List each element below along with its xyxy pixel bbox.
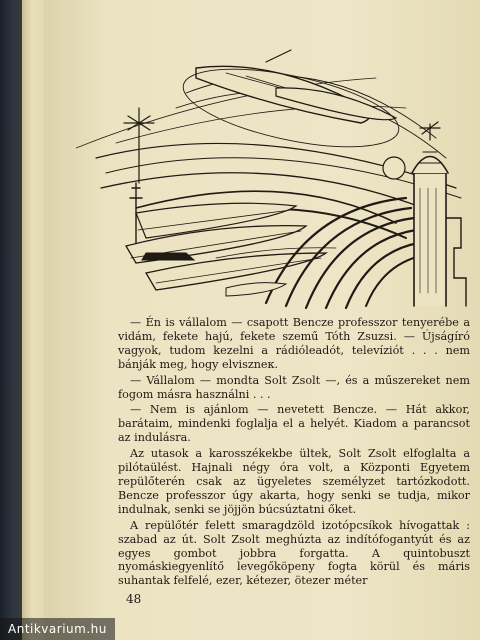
book-text [118,316,470,590]
book-spine [0,0,22,640]
watermark: Antikvarium.hu [0,618,115,640]
illustration-aircraft-airport [76,48,468,310]
paragraph-2: — Vállalom — mondta Solt Zsolt —, és a műszereket nem fogom másra használni . . . [118,373,470,401]
paragraph-3: — Nem is ajánlom — nevetett Bencze. — Hát akkor, barátaim, mindenki foglalja el a helyét. Kiadom a parancsot az indulásra. [118,403,470,445]
paragraph-5: A repülőtér felett smaragdzöld izotópcsíkok hívogattak : szabad az út. Solt Zsolt meghúzta az indítófogantyút és az egyes gombot jobbra forgatta. A quintobuszt nyomáskiegyenlítő levegőköpeny fogta körül és máris suhantak felfelé, ezer, kétezer, ötezer méter [118,518,470,588]
paragraph-4: Az utasok a karosszékekbe ültek, Solt Zsolt elfoglalta a pilótaülést. Hajnali négy óra volt, a Központi Egyetem repülőterén csak az ügyeletes személyzet tartózkodott. Bencze professzor úgy akarta, hogy senki se tudja, mikor indulnak, senki se jöjjön búcsúztatni őket. [118,447,470,516]
paragraph-1: — Én is vállalom — csapott Bencze professzor tenyerébe a vidám, fekete hajú, fekete szemű Tóth Zsuzsi. — Újságíró vagyok, tudom kezelni a rádióleadót, televíziót . . . nem bánják meg, hogy elviszneк. [118,316,470,371]
page-number: 48 [126,592,142,606]
